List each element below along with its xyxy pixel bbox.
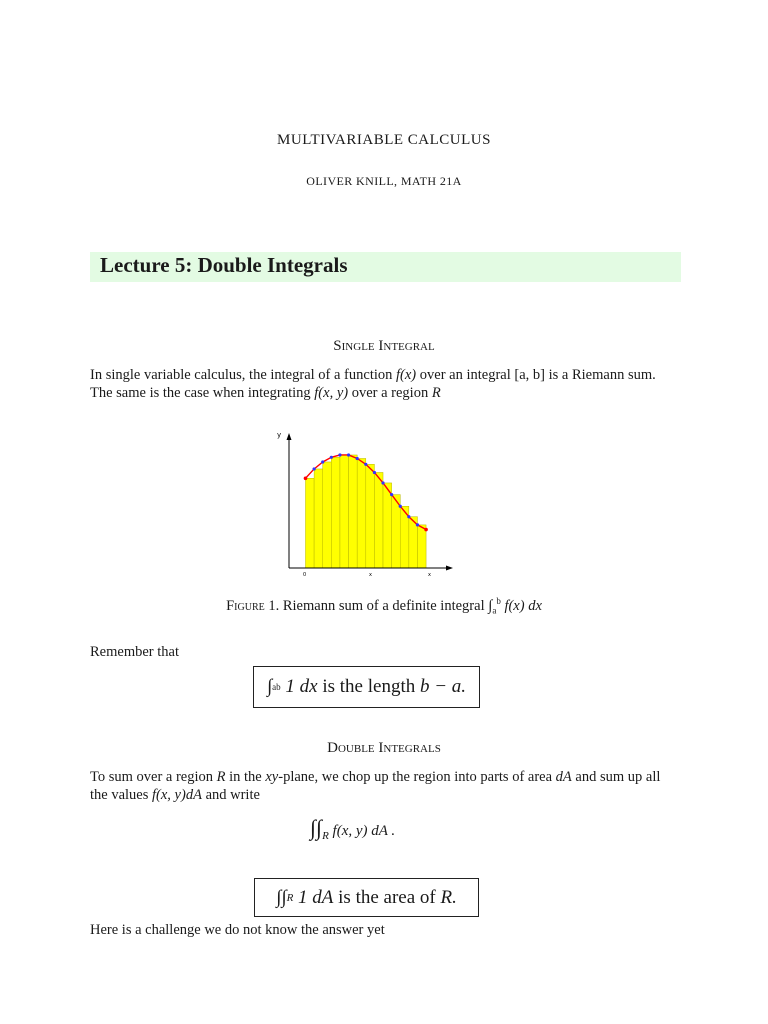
riemann-bar <box>314 469 323 568</box>
challenge-text: Here is a challenge we do not know the answer yet <box>90 922 385 938</box>
sample-point <box>407 515 410 518</box>
sample-point <box>330 456 333 459</box>
sample-point <box>313 467 316 470</box>
riemann-sum-figure <box>270 425 460 580</box>
endpoint-marker <box>424 528 428 532</box>
y-axis-arrow <box>287 433 292 440</box>
riemann-bar <box>357 458 366 568</box>
figure-caption: Figure 1. Riemann sum of a definite integral $\int_a^b$ f(x) dx <box>226 596 542 616</box>
sample-point <box>338 453 341 456</box>
sample-point <box>364 463 367 466</box>
sample-point <box>399 505 402 508</box>
riemann-bar <box>374 472 383 568</box>
paragraph-riemann-sum: In single variable calculus, the integral of a function f(x) over an integral [a, b] is a Riemann sum. The same is the case when integrating f(x, y) over a region R <box>90 367 656 401</box>
sample-point <box>416 523 419 526</box>
sample-point <box>390 493 393 496</box>
lecture-heading: Lecture 5: Double Integrals <box>100 253 348 277</box>
section-heading-single-integral: Single Integral <box>333 338 435 354</box>
tick-label-xi: x <box>369 572 372 578</box>
riemann-bar <box>331 457 340 568</box>
riemann-bar <box>323 462 332 568</box>
riemann-bar <box>383 483 392 568</box>
double-integral-display: $\int\int_R$ f(x, y) dA . <box>310 815 396 842</box>
riemann-bar <box>366 464 375 568</box>
sample-point <box>356 457 359 460</box>
document-title: MULTIVARIABLE CALCULUS <box>277 132 491 148</box>
section-heading-double-integrals: Double Integrals <box>327 740 441 756</box>
x-axis-arrow <box>446 566 453 571</box>
sample-point <box>321 460 324 463</box>
sample-point <box>381 481 384 484</box>
riemann-bar <box>306 478 315 568</box>
remember-text: Remember that <box>90 644 179 660</box>
length-formula-box: ∫ a b 1 dx is the length b − a. <box>253 666 480 708</box>
riemann-bar <box>417 525 426 568</box>
riemann-bar <box>340 455 349 568</box>
x-axis-label: x <box>428 572 431 578</box>
area-formula-box: ∫∫ R 1 dA is the area of R. <box>254 878 479 917</box>
startpoint-marker <box>304 476 308 480</box>
riemann-bar <box>349 455 358 568</box>
riemann-bars <box>306 455 427 568</box>
tick-label-0: 0 <box>303 572 307 578</box>
paragraph-double-integral: To sum over a region R in the xy-plane, we chop up the region into parts of area dA and sum up all the values f(x, y)dA and write <box>90 769 661 803</box>
y-axis-label: y <box>277 431 282 439</box>
sample-point <box>373 471 376 474</box>
document-author: OLIVER KNILL, MATH 21A <box>306 174 462 188</box>
lecture-banner <box>90 252 681 282</box>
sample-point <box>347 453 350 456</box>
